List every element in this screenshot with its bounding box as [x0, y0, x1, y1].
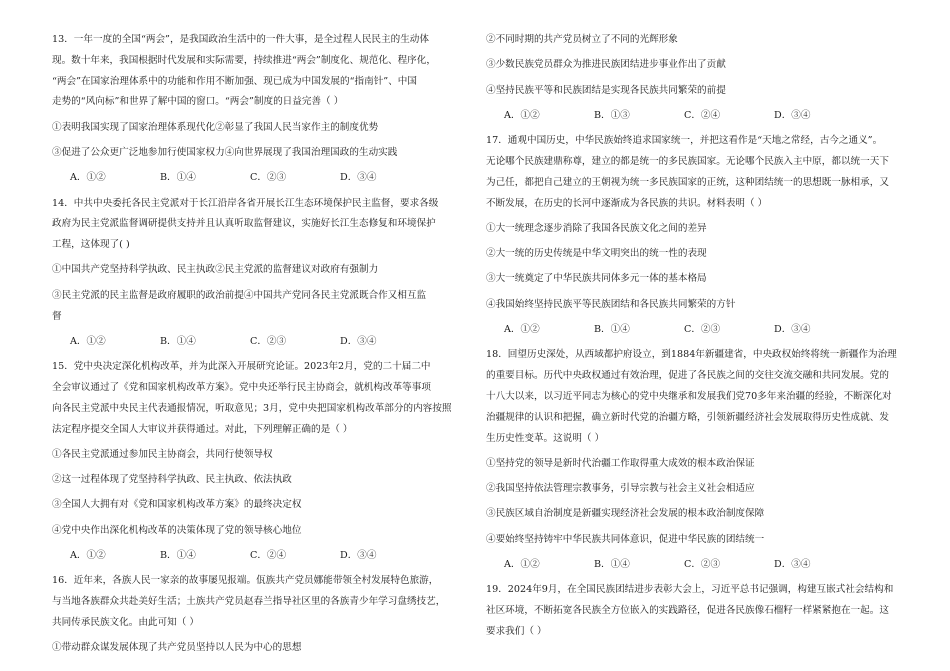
- question-stem-line: 不断发展，在历史的长河中逐渐成为各民族的共识。材料表明（ ）: [486, 197, 768, 209]
- option-b: B．①③: [594, 109, 630, 121]
- statement-line: ④党中央作出深化机构改革的决策体现了党的领导核心地位: [52, 524, 302, 536]
- statement-line: ③大一统奠定了中华民族共同体多元一体的基本格局: [486, 273, 707, 285]
- question-19: [486, 580, 906, 642]
- question-stem-line: 与当地各族群众共赴美好生活；土族共产党员赵春兰指导社区里的各族青少年学习盘绣技艺，: [52, 596, 446, 608]
- statement-line: ①大一统理念逐步消除了我国各民族文化之间的差异: [486, 222, 707, 234]
- question-stem-line: 要求我们（ ）: [486, 625, 547, 637]
- statement-line: ①表明我国实现了国家治理体系现代化②彰显了我国人民当家作主的制度优势: [52, 121, 379, 133]
- question-stem-line: 的重要目标。历代中央政权通过有效治理，促进了各民族之间的交往交流交融和共同发展。党的: [486, 370, 889, 382]
- question-stem-line: 14．中共中央委托各民主党派对于长江沿岸各省开展长江生态环境保护民主监督，要求各级: [52, 197, 439, 209]
- question-stem-line: 生历史性变革。这说明（ ）: [486, 432, 605, 444]
- statement-line: ①坚持党的领导是新时代治疆工作取得重大成效的根本政治保证: [486, 457, 755, 469]
- option-a: A．①②: [504, 324, 540, 336]
- question-13: [52, 30, 472, 189]
- statement-line: ②这一过程体现了党坚持科学执政、民主执政、依法执政: [52, 474, 292, 486]
- question-stem-line: 17．通观中国历史，中华民族始终追求国家统一，并把这看作是“天地之常经，古今之通义”。: [486, 135, 883, 147]
- answer-options: [486, 555, 906, 576]
- option-a: A．①②: [70, 172, 106, 184]
- option-b: B．①④: [160, 335, 196, 347]
- question-stem-line: 现。数十年来，我国根据时代发展和实际需要，持续推进“两会”制度化、规范化、程序化，: [52, 54, 436, 66]
- statement-line: ③民族区域自治制度是新疆实现经济社会发展的根本政治制度保障: [486, 508, 765, 520]
- option-a: A．①②: [70, 550, 106, 562]
- question-16: [52, 571, 472, 659]
- question-stem-line: 政府为民主党派监督调研提供支持并且认真听取监督建议，实施好长江生态修复和环境保护: [52, 218, 436, 230]
- question-stem-line: 18．回望历史深处，从西域都护府设立，到1884年新疆建省，中央政权始终将统一新疆作为治理: [486, 349, 897, 361]
- option-c: C．②③: [250, 335, 287, 347]
- option-b: B．①④: [160, 172, 196, 184]
- question-stem-line: 15．党中央决定深化机构改革，并为此深入开展研究论证。2023年2月，党的二十届二中: [52, 361, 431, 373]
- answer-options: [52, 546, 472, 567]
- option-a: A．①②: [504, 109, 540, 121]
- question-stem-line: 13．一年一度的全国“两会”，是我国政治生活中的一件大事，是全过程人民民主的生动体: [52, 34, 429, 45]
- option-c: C．②③: [684, 559, 721, 571]
- question-stem-line: 法定程序提交全国人大审议并获得通过。对此，下列理解正确的是（ ）: [52, 423, 353, 435]
- left-column: [52, 30, 472, 659]
- option-b: B．①④: [594, 324, 630, 336]
- question-stem-line: 无论哪个民族建鼎称尊，建立的都是统一的多民族国家。无论哪个民族入主中原，都以统一天下: [486, 155, 889, 167]
- statement-line: ①中国共产党坚持科学执政、民主执政②民主党派的监督建议对政府有强制力: [52, 264, 379, 276]
- statement-line: ①带动群众谋发展体现了共产党员坚持以人民为中心的思想: [52, 642, 302, 654]
- option-d: D．③④: [340, 335, 377, 347]
- question-18: [486, 345, 906, 575]
- option-d: D．③④: [340, 550, 377, 562]
- answer-options: [52, 332, 472, 353]
- question-15: [52, 357, 472, 567]
- option-d: D．③④: [774, 324, 811, 336]
- option-b: B．①④: [594, 559, 630, 571]
- statement-line: ③少数民族党员群众为推进民族团结进步事业作出了贡献: [486, 59, 726, 71]
- question-stem-line: 治疆规律的认识和把握，确立新时代党的治疆方略，引领新疆经济社会发展取得历史性成就、发: [486, 411, 889, 423]
- right-column: [486, 30, 906, 643]
- answer-options: [486, 106, 906, 127]
- statement-line: ②不同时期的共产党员树立了不同的光辉形象: [486, 34, 678, 45]
- answer-options: [52, 168, 472, 189]
- question-stem-line: 为己任，都把自己建立的王朝视为统一多民族国家的正统，这种团结统一的思想既一脉相承，又: [486, 176, 889, 188]
- question-stem-line: 十八大以来，以习近平同志为核心的党中央继承和发展我们党70多年来治疆的经验，不断深化对: [486, 390, 892, 402]
- question-stem-line: 全会审议通过了《党和国家机构改革方案》。党中央还举行民主协商会，就机构改革等事项: [52, 381, 431, 393]
- statement-line: ④我国始终坚持民族平等民族团结和各民族共同繁荣的方针: [486, 298, 736, 310]
- question-stem-line: 16．近年来，各族人民一家亲的故事屡见报端。佤族共产党员娜能带领全村发展特色旅游，: [52, 575, 439, 587]
- statement-line: ③促进了公众更广泛地参加行使国家权力④向世界展现了我国治理国政的生动实践: [52, 146, 398, 158]
- option-c: C．②③: [250, 172, 287, 184]
- question-stem-line: 工程，这体现了( ): [52, 239, 130, 251]
- question-stem-line: 走势的“风向标”和世界了解中国的窗口。“两会”制度的日益完善（ ）: [52, 96, 344, 108]
- question-14: [52, 194, 472, 353]
- question-stem-line: 向各民主党派中央民主代表通报情况，听取意见；3月，党中央把国家机构改革部分的内容按照: [52, 402, 452, 414]
- option-d: D．③④: [774, 109, 811, 121]
- question-stem-line: 19．2024年9月，在全国民族团结进步表彰大会上，习近平总书记强调，构建互嵌式社会结构和: [486, 584, 894, 596]
- question-17: [486, 131, 906, 341]
- statement-line: ②大一统的历史传统是中华文明突出的统一性的表现: [486, 248, 707, 260]
- statement-line: ③民主党派的民主监督是政府履职的政治前提④中国共产党同各民主党派既合作又相互监: [52, 289, 427, 301]
- option-b: B．①④: [160, 550, 196, 562]
- option-c: C．②③: [684, 324, 721, 336]
- option-c: C．②④: [250, 550, 287, 562]
- statement-line: ②我国坚持依法管理宗教事务，引导宗教与社会主义社会相适应: [486, 483, 755, 495]
- statement-line: ①各民主党派通过参加民主协商会，共同行使领导权: [52, 448, 273, 460]
- answer-options: [486, 320, 906, 341]
- statement-line: ④坚持民族平等和民族团结是实现各民族共同繁荣的前提: [486, 84, 726, 96]
- question-stem-line: “两会”在国家治理体系中的功能和作用不断加强、现已成为中国发展的“指南针”、中国: [52, 75, 417, 87]
- statement-line: ③全国人大拥有对《党和国家机构改革方案》的最终决定权: [52, 499, 302, 511]
- question-16-continued: [486, 30, 906, 127]
- question-stem-line: 共同传承民族文化。由此可知（ ）: [52, 616, 199, 628]
- option-d: D．③④: [340, 172, 377, 184]
- statement-line: 督: [52, 310, 62, 322]
- question-stem-line: 社区环境，不断拓宽各民族全方位嵌入的实践路径，促进各民族像石榴籽一样紧紧抱在一起。这: [486, 605, 889, 617]
- option-c: C．②④: [684, 109, 721, 121]
- option-a: A．①②: [504, 559, 540, 571]
- option-a: A．①②: [70, 335, 106, 347]
- statement-line: ④要始终坚持铸牢中华民族共同体意识，促进中华民族的团结统一: [486, 533, 765, 545]
- option-d: D．③④: [774, 559, 811, 571]
